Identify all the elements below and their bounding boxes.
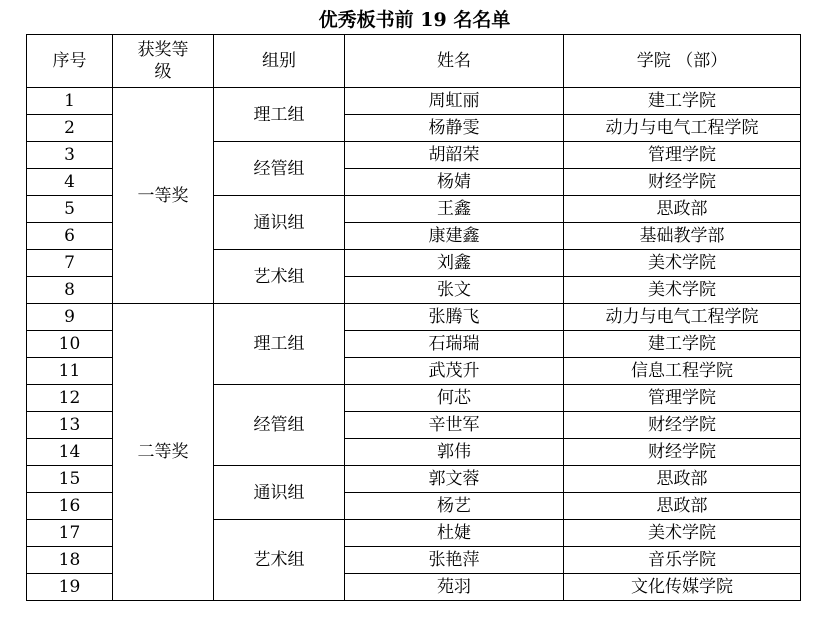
table-row (27, 88, 801, 115)
name-cell: 杜婕 (345, 520, 564, 547)
group-cell: 艺术组 (214, 250, 345, 304)
name-cell: 辛世军 (345, 412, 564, 439)
seq-cell: 11 (27, 358, 113, 385)
seq-cell: 10 (27, 331, 113, 358)
name-cell: 苑羽 (345, 574, 564, 601)
college-cell: 思政部 (564, 466, 801, 493)
college-cell: 建工学院 (564, 88, 801, 115)
name-cell: 胡韶荣 (345, 142, 564, 169)
seq-cell: 15 (27, 466, 113, 493)
seq-cell: 6 (27, 223, 113, 250)
name-cell: 杨婧 (345, 169, 564, 196)
header-award-line2: 级 (154, 62, 172, 82)
header-award-line1: 获奖等 (137, 40, 189, 60)
seq-cell: 1 (27, 88, 113, 115)
name-cell: 张腾飞 (345, 304, 564, 331)
seq-cell: 18 (27, 547, 113, 574)
name-cell: 周虹丽 (345, 88, 564, 115)
college-cell: 思政部 (564, 493, 801, 520)
college-cell: 管理学院 (564, 385, 801, 412)
seq-cell: 8 (27, 277, 113, 304)
name-cell: 何芯 (345, 385, 564, 412)
college-cell: 美术学院 (564, 520, 801, 547)
college-cell: 动力与电气工程学院 (564, 304, 801, 331)
seq-cell: 19 (27, 574, 113, 601)
seq-cell: 13 (27, 412, 113, 439)
seq-cell: 14 (27, 439, 113, 466)
college-cell: 文化传媒学院 (564, 574, 801, 601)
seq-cell: 7 (27, 250, 113, 277)
seq-cell: 4 (27, 169, 113, 196)
header-seq: 序号 (27, 35, 113, 88)
name-cell: 杨静雯 (345, 115, 564, 142)
header-group: 组别 (214, 35, 345, 88)
seq-cell: 2 (27, 115, 113, 142)
seq-cell: 16 (27, 493, 113, 520)
document-title: 优秀板书前 19 名名单 (318, 9, 511, 31)
header-college: 学院 （部） (564, 35, 801, 88)
award-cell: 一等奖 (113, 88, 214, 304)
college-cell: 美术学院 (564, 250, 801, 277)
seq-cell: 9 (27, 304, 113, 331)
college-cell: 管理学院 (564, 142, 801, 169)
name-cell: 杨艺 (345, 493, 564, 520)
table-row (27, 304, 801, 331)
group-cell: 通识组 (214, 196, 345, 250)
name-cell: 王鑫 (345, 196, 564, 223)
header-row (27, 35, 801, 88)
group-cell: 艺术组 (214, 520, 345, 601)
name-cell: 张艳萍 (345, 547, 564, 574)
seq-cell: 3 (27, 142, 113, 169)
college-cell: 建工学院 (564, 331, 801, 358)
header-award-level (113, 35, 214, 88)
name-cell: 康建鑫 (345, 223, 564, 250)
college-cell: 信息工程学院 (564, 358, 801, 385)
group-cell: 经管组 (214, 142, 345, 196)
name-cell: 刘鑫 (345, 250, 564, 277)
name-cell: 张文 (345, 277, 564, 304)
group-cell: 理工组 (214, 88, 345, 142)
seq-cell: 12 (27, 385, 113, 412)
name-cell: 郭文蓉 (345, 466, 564, 493)
seq-cell: 17 (27, 520, 113, 547)
seq-cell: 5 (27, 196, 113, 223)
college-cell: 财经学院 (564, 439, 801, 466)
college-cell: 动力与电气工程学院 (564, 115, 801, 142)
college-cell: 基础教学部 (564, 223, 801, 250)
name-cell: 武茂升 (345, 358, 564, 385)
group-cell: 经管组 (214, 385, 345, 466)
award-cell: 二等奖 (113, 304, 214, 601)
header-name: 姓名 (345, 35, 564, 88)
college-cell: 财经学院 (564, 169, 801, 196)
name-cell: 郭伟 (345, 439, 564, 466)
college-cell: 财经学院 (564, 412, 801, 439)
college-cell: 思政部 (564, 196, 801, 223)
award-table (26, 34, 801, 601)
group-cell: 理工组 (214, 304, 345, 385)
group-cell: 通识组 (214, 466, 345, 520)
college-cell: 美术学院 (564, 277, 801, 304)
name-cell: 石瑞瑞 (345, 331, 564, 358)
college-cell: 音乐学院 (564, 547, 801, 574)
